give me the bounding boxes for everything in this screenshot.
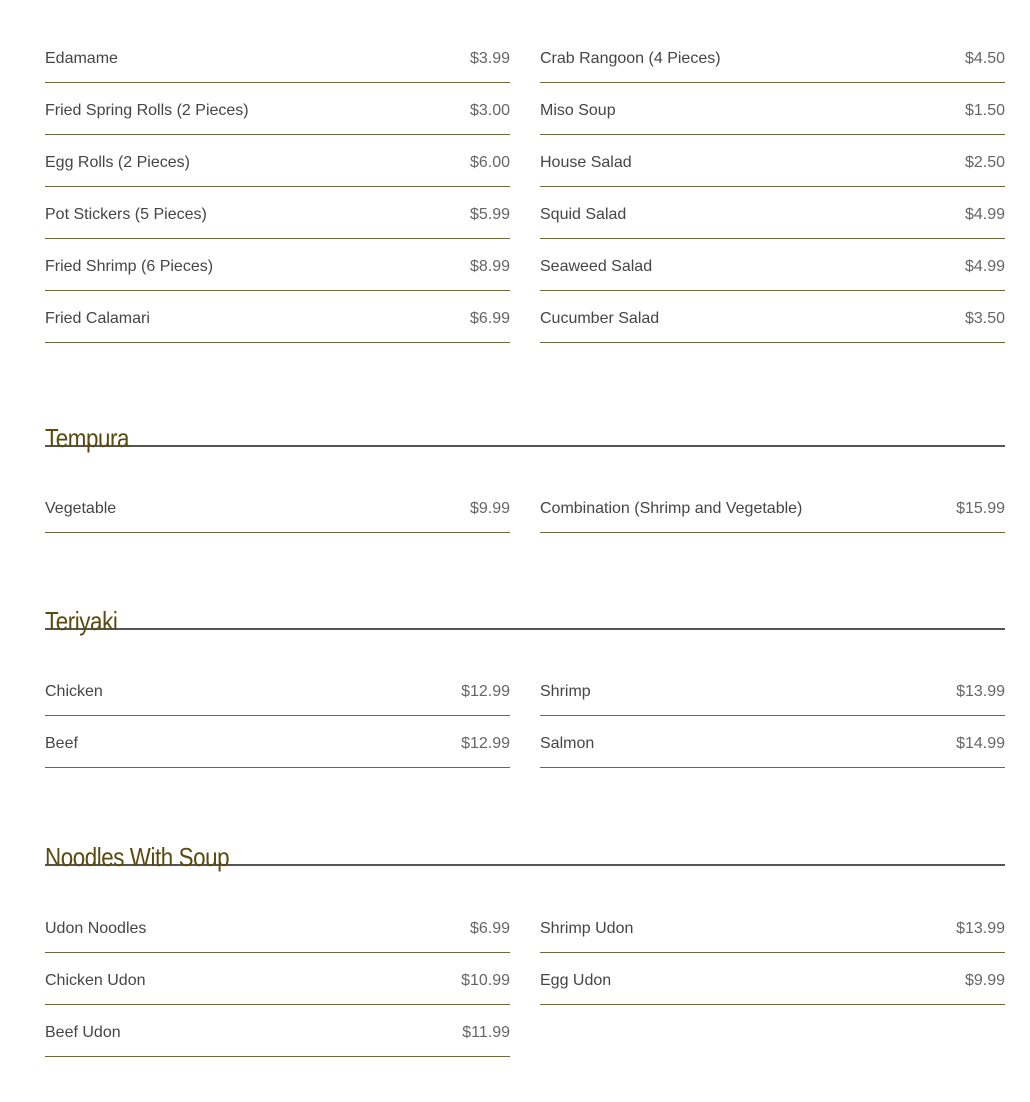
menu-item: [540, 716, 1005, 768]
item-name: Fried Calamari: [45, 310, 150, 327]
section-header-teriyaki: [45, 598, 1005, 638]
item-price: $3.99: [469, 50, 510, 67]
item-price: $4.50: [964, 50, 1005, 67]
section-divider: [45, 628, 1005, 630]
menu-item: [540, 953, 1005, 1005]
menu-item: [540, 901, 1005, 953]
item-name: Egg Udon: [540, 972, 612, 989]
menu-item: [45, 664, 510, 716]
item-price: $8.99: [469, 258, 510, 275]
item-name: Fried Shrimp (6 Pieces): [45, 258, 214, 275]
menu-item: [540, 135, 1005, 187]
item-name: Squid Salad: [540, 206, 627, 223]
section-header-noodles-with-soup: [45, 834, 1005, 874]
menu-item: [540, 83, 1005, 135]
item-name: Vegetable: [45, 500, 117, 517]
menu-item: [540, 481, 1005, 533]
menu-item: [540, 664, 1005, 716]
item-price: $2.50: [964, 154, 1005, 171]
item-price: $3.00: [469, 102, 510, 119]
tempura-grid: [45, 481, 1005, 533]
menu-item: [45, 953, 510, 1005]
menu-item: [45, 239, 510, 291]
section-divider: [45, 445, 1005, 447]
menu-item: [45, 187, 510, 239]
item-name: Seaweed Salad: [540, 258, 653, 275]
menu-item: [45, 716, 510, 768]
item-name: House Salad: [540, 154, 632, 171]
item-price: $9.99: [964, 972, 1005, 989]
appetizers-grid: [45, 31, 1005, 343]
menu-item: [45, 83, 510, 135]
item-price: $9.99: [469, 500, 510, 517]
item-price: $6.99: [469, 310, 510, 327]
item-price: $12.99: [461, 735, 510, 752]
item-name: Crab Rangoon (4 Pieces): [540, 50, 721, 67]
menu-item: [45, 31, 510, 83]
item-name: Shrimp: [540, 683, 591, 700]
section-title: Tempura: [45, 423, 129, 453]
menu-item: [540, 187, 1005, 239]
section-title: Noodles With Soup: [45, 842, 230, 872]
menu-item: [540, 239, 1005, 291]
section-title: Teriyaki: [45, 606, 118, 636]
menu-item: [45, 901, 510, 953]
item-name: Fried Spring Rolls (2 Pieces): [45, 102, 249, 119]
item-price: $6.99: [469, 920, 510, 937]
item-price: $15.99: [956, 500, 1005, 517]
item-name: Udon Noodles: [45, 920, 147, 937]
item-price: $11.99: [462, 1024, 510, 1041]
menu-item: [45, 291, 510, 343]
item-name: Chicken Udon: [45, 972, 146, 989]
item-name: Edamame: [45, 50, 118, 67]
item-name: Chicken: [45, 683, 103, 700]
item-price: $5.99: [469, 206, 510, 223]
item-name: Combination (Shrimp and Vegetable): [540, 500, 803, 517]
item-price: $13.99: [956, 683, 1005, 700]
item-name: Pot Stickers (5 Pieces): [45, 206, 207, 223]
item-price: $4.99: [964, 258, 1005, 275]
item-name: Cucumber Salad: [540, 310, 660, 327]
noodles-grid: [45, 901, 1005, 1057]
item-price: $12.99: [461, 683, 510, 700]
item-name: Shrimp Udon: [540, 920, 634, 937]
item-price: $14.99: [956, 735, 1005, 752]
menu-item: [45, 481, 510, 533]
item-name: Salmon: [540, 735, 595, 752]
section-header-tempura: [45, 415, 1005, 455]
menu-item: [540, 291, 1005, 343]
item-price: $1.50: [964, 102, 1005, 119]
teriyaki-grid: [45, 664, 1005, 768]
item-price: $13.99: [956, 920, 1005, 937]
item-price: $3.50: [964, 310, 1005, 327]
item-name: Beef Udon: [45, 1024, 121, 1041]
item-price: $10.99: [461, 972, 510, 989]
menu-item: [45, 1005, 510, 1057]
item-name: Egg Rolls (2 Pieces): [45, 154, 190, 171]
menu-item: [540, 31, 1005, 83]
item-price: $4.99: [964, 206, 1005, 223]
item-price: $6.00: [469, 154, 510, 171]
item-name: Beef: [45, 735, 78, 752]
menu-item: [45, 135, 510, 187]
item-name: Miso Soup: [540, 102, 616, 119]
